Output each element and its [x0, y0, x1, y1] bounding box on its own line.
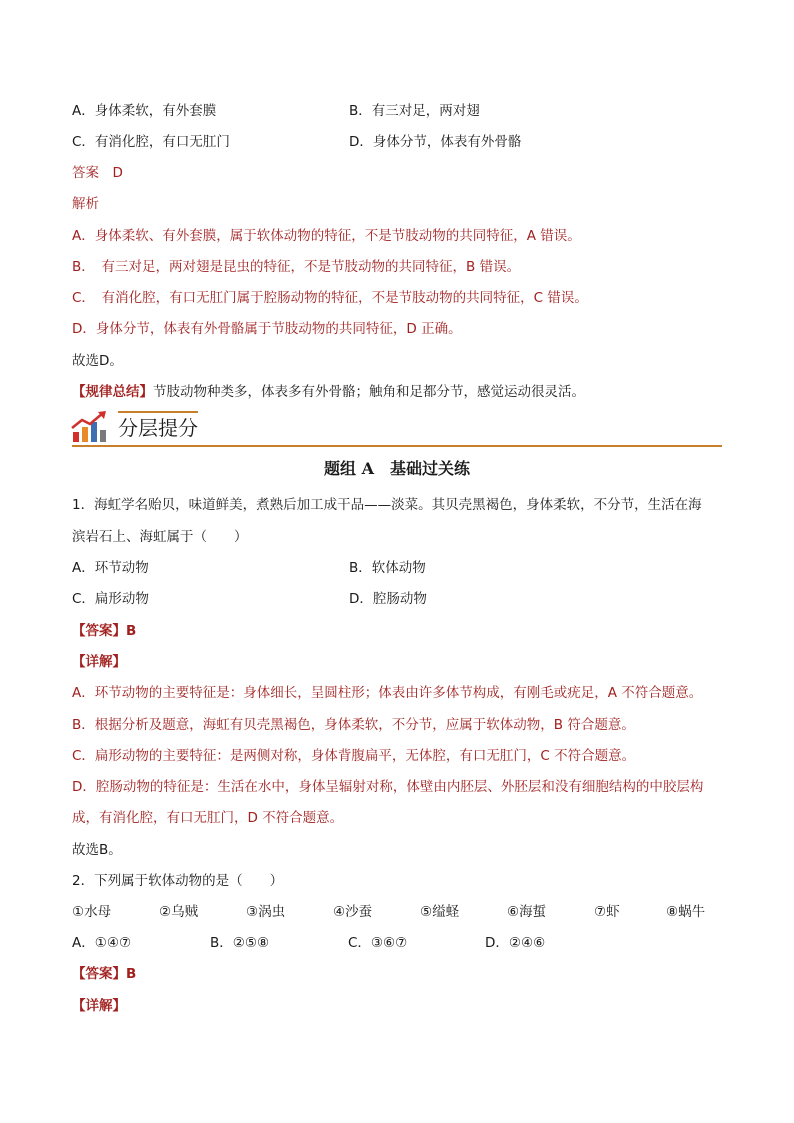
q1-conclusion: 故选B。: [72, 842, 122, 858]
rule-summary: [72, 382, 722, 402]
q2-option-b: B．②⑤⑧: [210, 935, 270, 951]
rule-summary-text: 节肢动物种类多，体表多有外骨骼；触角和足都分节，感觉运动很灵活。: [153, 384, 585, 400]
q2-item-1: ①水母: [72, 904, 112, 920]
section-header-top-rule: [118, 411, 198, 413]
intro-answer: 答案 D: [72, 165, 123, 181]
q2-item-5: ⑤缢蛏: [420, 904, 460, 920]
bar-chart-growth-icon: [70, 410, 108, 444]
q2-item-4: ④沙蚕: [333, 904, 373, 920]
section-header-rule: [72, 445, 722, 447]
q2-item-8: ⑧蜗牛: [666, 904, 706, 920]
q2-item-3: ③涡虫: [246, 904, 286, 920]
intro-analysis-d: D．身体分节，体表有外骨骼属于节肢动物的共同特征，D 正确。: [72, 321, 462, 337]
intro-option-row-1: [72, 101, 722, 121]
q1-option-c: C．扁形动物: [72, 591, 149, 607]
q1-option-b: B．软体动物: [349, 560, 426, 576]
intro-conclusion: 故选D。: [72, 353, 123, 369]
q1-option-row-2: [72, 589, 722, 609]
intro-option-a: A．身体柔软，有外套膜: [72, 103, 217, 119]
q2-answer: 【答案】B: [72, 966, 137, 982]
intro-analysis-a: A．身体柔软、有外套膜，属于软体动物的特征，不是节肢动物的共同特征，A 错误。: [72, 228, 581, 244]
q2-item-6: ⑥海蜇: [507, 904, 547, 920]
q2-stem: 2．下列属于软体动物的是（ ）: [72, 873, 284, 889]
q1-detail-d-line-2: 成，有消化腔，有口无肛门，D 不符合题意。: [72, 810, 344, 826]
intro-analysis-label: 解析: [72, 196, 99, 212]
q1-answer: 【答案】B: [72, 623, 137, 639]
intro-option-b: B．有三对足，两对翅: [349, 103, 480, 119]
intro-option-row-2: [72, 132, 722, 152]
rule-summary-label: 【规律总结】: [72, 384, 153, 400]
intro-analysis-c: C． 有消化腔，有口无肛门属于腔肠动物的特征，不是节肢动物的共同特征，C 错误。: [72, 290, 588, 306]
q1-option-d: D．腔肠动物: [349, 591, 427, 607]
q2-option-a: A．①④⑦: [72, 935, 132, 951]
q1-detail-d-line-1: D．腔肠动物的特征是：生活在水中，身体呈辐射对称，体壁由内胚层、外胚层和没有细胞结构的中胶层构: [72, 779, 704, 795]
q2-item-7: ⑦虾: [594, 904, 620, 920]
intro-analysis-b: B． 有三对足，两对翅是昆虫的特征，不是节肢动物的共同特征，B 错误。: [72, 259, 521, 275]
q2-detail-label: 【详解】: [72, 998, 126, 1014]
q2-option-d: D．②④⑥: [485, 935, 546, 951]
q1-detail-a: A．环节动物的主要特征是：身体细长，呈圆柱形；体表由许多体节构成，有刚毛或疣足，A 不符合题意。: [72, 685, 703, 701]
q1-detail-c: C．扁形动物的主要特征：是两侧对称，身体背腹扁平，无体腔，有口无肛门，C 不符合题意。: [72, 748, 636, 764]
intro-option-c: C．有消化腔，有口无肛门: [72, 134, 230, 150]
q2-option-c: C．③⑥⑦: [348, 935, 408, 951]
q2-item-2: ②乌贼: [159, 904, 199, 920]
q1-stem-line-1: 1．海虹学名贻贝，味道鲜美，煮熟后加工成干品——淡菜。其贝壳黑褐色，身体柔软，不分节，生活在海: [72, 497, 702, 513]
q1-detail-b: B．根据分析及题意，海虹有贝壳黑褐色，身体柔软，不分节，应属于软体动物，B 符合题意。: [72, 717, 635, 733]
q1-stem-line-2: 滨岩石上、海虹属于（ ）: [72, 529, 248, 545]
q1-option-a: A．环节动物: [72, 560, 149, 576]
intro-option-d: D．身体分节，体表有外骨骼: [349, 134, 522, 150]
q1-option-row-1: [72, 558, 722, 578]
group-title: 题组 A 基础过关练: [324, 459, 470, 478]
q1-detail-label: 【详解】: [72, 654, 126, 670]
section-title: 分层提分: [118, 416, 198, 440]
